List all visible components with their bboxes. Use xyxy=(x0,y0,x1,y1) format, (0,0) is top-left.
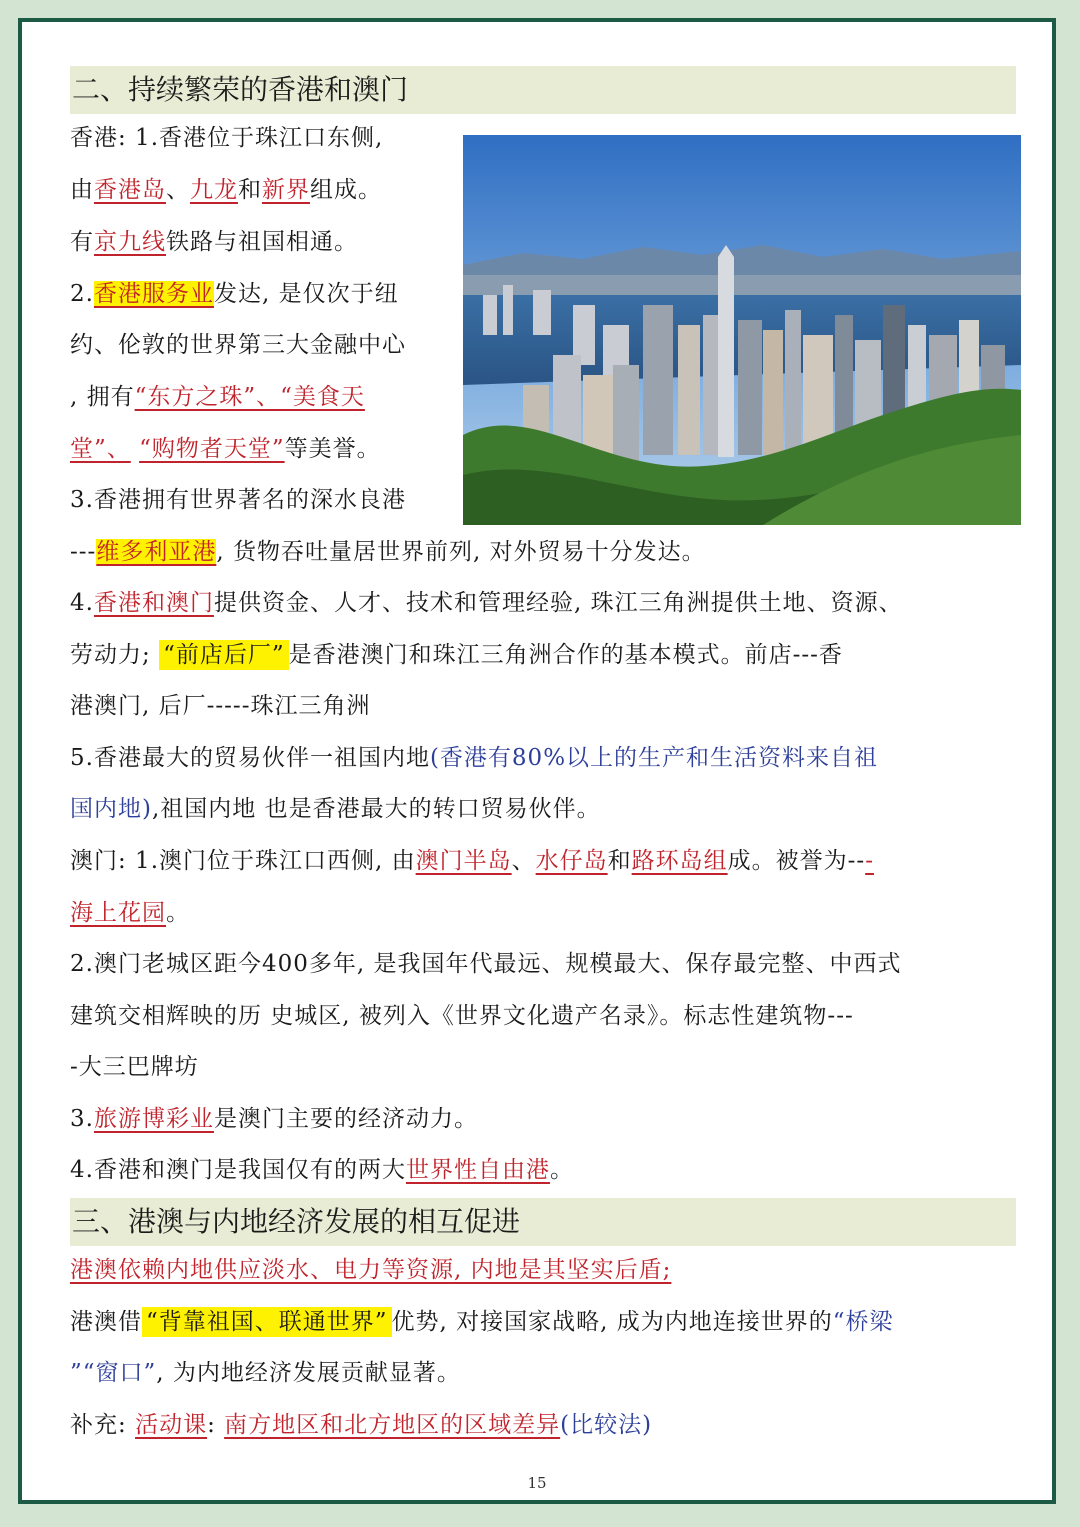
text: 有 xyxy=(70,229,94,255)
text-line xyxy=(70,485,406,515)
text: 和 xyxy=(607,848,632,874)
text: 澳门: 1.澳门位于珠江口西侧, 由 xyxy=(70,848,416,874)
text: 是澳门主要的经济动力。 xyxy=(213,1106,478,1132)
skyline-illustration xyxy=(463,135,1021,525)
keyword: 路环岛组 xyxy=(631,848,728,874)
text: -大三巴牌坊 xyxy=(70,1054,199,1080)
text-line xyxy=(70,1358,461,1388)
text-line xyxy=(70,1155,574,1185)
text: 、 xyxy=(166,177,190,203)
text-line xyxy=(70,1410,652,1440)
text-line xyxy=(70,175,382,205)
text: 3.香港拥有世界著名的深水良港 xyxy=(70,487,406,513)
keyword: 九龙 xyxy=(190,177,238,203)
keyword: - xyxy=(865,848,874,874)
keyword: 新界 xyxy=(262,177,310,203)
keyword: 旅游博彩业 xyxy=(93,1106,214,1132)
note-text: “桥梁 xyxy=(832,1309,894,1335)
text-line xyxy=(70,949,901,979)
keyword: “东方之珠”、“美食天 xyxy=(134,384,365,410)
text-line xyxy=(70,1255,671,1285)
highlighted-keyword: 维多利亚港 xyxy=(96,539,217,565)
keyword: 香港岛 xyxy=(94,177,166,203)
hong-kong-skyline-photo xyxy=(463,135,1021,525)
text: 发达, 是仅次于纽 xyxy=(213,281,399,307)
text-line xyxy=(70,1104,478,1134)
text: 提供资金、人才、技术和管理经验, 珠江三角洲提供土地、资源、 xyxy=(213,590,903,616)
text-line xyxy=(70,743,878,773)
text: 4.香港和澳门是我国仅有的两大 xyxy=(70,1157,406,1183)
text-line xyxy=(70,123,383,153)
text: 、 xyxy=(511,848,536,874)
note-text: 国内地) xyxy=(70,796,152,822)
keyword: 京九线 xyxy=(94,229,166,255)
text-line xyxy=(70,794,601,824)
text: 组成。 xyxy=(310,177,382,203)
text: 等美誉。 xyxy=(284,436,381,462)
highlighted-keyword: 香港服务业 xyxy=(93,281,214,307)
keyword: 水仔岛 xyxy=(535,848,608,874)
text: ,祖国内地 也是香港最大的转口贸易伙伴。 xyxy=(151,796,601,822)
text: 成。被誉为-- xyxy=(727,848,866,874)
keyword: 海上花园 xyxy=(70,900,166,926)
text: 2.澳门老城区距今400多年, 是我国年代最远、规模最大、保存最完整、中西式 xyxy=(70,951,902,977)
text-line xyxy=(70,537,706,567)
document-page xyxy=(18,18,1056,1504)
text: 3. xyxy=(70,1106,94,1132)
text: 约、伦敦的世界第三大金融中心 xyxy=(70,332,406,358)
note-text: ”“窗口” xyxy=(70,1360,157,1386)
keyword: 香港和澳门 xyxy=(93,590,214,616)
text: 港澳借 xyxy=(70,1309,142,1335)
text: 港澳门, 后厂-----珠江三角洲 xyxy=(70,693,371,719)
text: 铁路与祖国相通。 xyxy=(166,229,358,255)
text: 劳动力; xyxy=(70,642,160,668)
text: 4. xyxy=(70,590,94,616)
text-line xyxy=(70,1052,199,1082)
keyword: 港澳依赖内地供应淡水、电力等资源, 内地是其坚实后盾; xyxy=(70,1257,672,1283)
text: 。 xyxy=(166,900,190,926)
text: 补充: xyxy=(70,1412,136,1438)
text-line xyxy=(70,382,365,412)
text: 和 xyxy=(238,177,262,203)
section-heading-2: 二、持续繁荣的香港和澳门 xyxy=(70,66,1016,114)
keyword: 堂”、 xyxy=(70,436,131,462)
text: 建筑交相辉映的历 史城区, 被列入《世界文化遗产名录》。标志性建筑物--- xyxy=(70,1003,854,1029)
text-line xyxy=(70,227,358,257)
keyword: 活动课 xyxy=(135,1412,208,1438)
text-line xyxy=(70,691,370,721)
keyword: 南方地区和北方地区的区域差异 xyxy=(224,1412,561,1438)
text: , 为内地经济发展贡献显著。 xyxy=(156,1360,461,1386)
keyword: 澳门半岛 xyxy=(415,848,512,874)
text: 5.香港最大的贸易伙伴一祖国内地 xyxy=(70,745,430,771)
text: 由 xyxy=(70,177,94,203)
note-text: (香港有80%以上的生产和生活资料来自祖 xyxy=(429,745,879,771)
highlighted-keyword: “背靠祖国、联通世界” xyxy=(142,1307,392,1337)
keyword: 世界性自由港 xyxy=(405,1157,550,1183)
text-line xyxy=(70,1001,854,1031)
text: 。 xyxy=(549,1157,574,1183)
text-line xyxy=(70,588,903,618)
text-line xyxy=(70,330,406,360)
text-line xyxy=(70,434,381,464)
text-line xyxy=(70,846,874,876)
text: 优势, 对接国家战略, 成为内地连接世界的 xyxy=(391,1309,833,1335)
text: 是香港澳门和珠江三角洲合作的基本模式。前店---香 xyxy=(288,642,843,668)
text: , 货物吞吐量居世界前列, 对外贸易十分发达。 xyxy=(216,539,706,565)
text: : xyxy=(207,1412,225,1438)
text: , 拥有 xyxy=(70,384,135,410)
text-line xyxy=(70,1307,894,1337)
text-line xyxy=(70,640,843,670)
text: --- xyxy=(70,539,97,565)
note-text: (比较法) xyxy=(560,1412,653,1438)
text-line xyxy=(70,898,190,928)
highlighted-keyword: “前店后厂” xyxy=(159,640,289,670)
text: 2. xyxy=(70,281,94,307)
page-number: 15 xyxy=(527,1474,547,1492)
text-line xyxy=(70,279,399,309)
keyword: “购物者天堂” xyxy=(139,436,285,462)
text: 香港: 1.香港位于珠江口东侧, xyxy=(70,125,384,151)
section-heading-3: 三、港澳与内地经济发展的相互促进 xyxy=(70,1198,1016,1246)
